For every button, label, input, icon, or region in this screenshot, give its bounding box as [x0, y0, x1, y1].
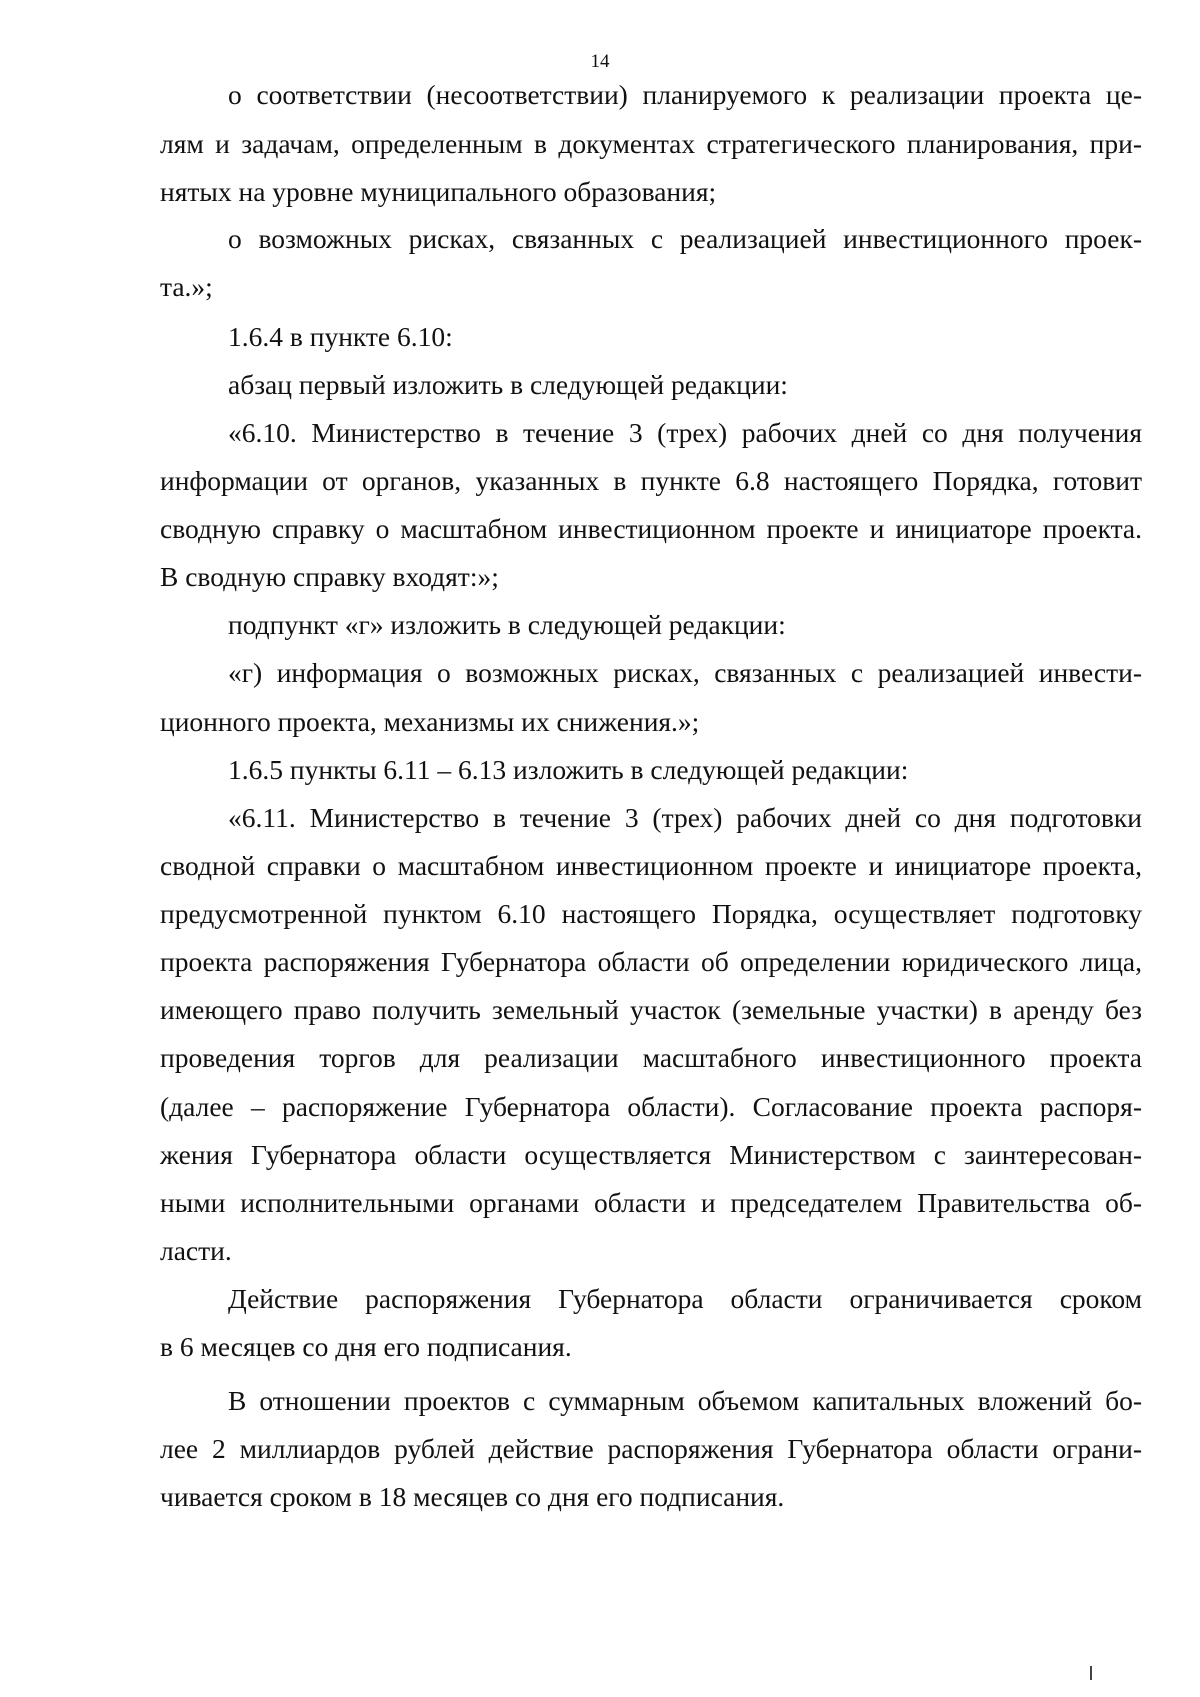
text-line: о соответствии (несоответствии) планируемого к реализации проекта це- — [228, 79, 1142, 110]
text-line: (далее – распоряжение Губернатора области). Согласование проекта распоря- — [160, 1091, 1142, 1122]
text-line: чивается сроком в 18 месяцев со дня его подписания. — [160, 1481, 785, 1512]
text-line: о возможных рисках, связанных с реализацией инвестиционного проек- — [228, 223, 1142, 254]
text-line: В сводную справку входят:»; — [160, 561, 499, 592]
scan-mark — [1090, 1666, 1092, 1680]
text-line: «6.10. Министерство в течение 3 (трех) рабочих дней со дня получения — [228, 417, 1142, 448]
text-line: в 6 месяцев со дня его подписания. — [160, 1331, 572, 1362]
text-line: лям и задачам, определенным в документах стратегического планирования, при- — [160, 128, 1142, 159]
text-line: сводную справку о масштабном инвестиционном проекте и инициаторе проекта. — [160, 513, 1142, 544]
text-line: предусмотренной пунктом 6.10 настоящего Порядка, осуществляет подготовку — [160, 898, 1142, 929]
text-line: лее 2 миллиардов рублей действие распоряжения Губернатора области ограни- — [160, 1433, 1142, 1464]
text-line: ными исполнительными органами области и председателем Правительства об- — [160, 1187, 1142, 1218]
text-line: сводной справки о масштабном инвестиционном проекте и инициаторе проекта, — [160, 850, 1142, 881]
text-line: «6.11. Министерство в течение 3 (трех) рабочих дней со дня подготовки — [228, 802, 1142, 833]
text-line: та.»; — [160, 271, 213, 302]
text-line: 1.6.4 в пункте 6.10: — [228, 321, 453, 352]
text-line: нятых на уровне муниципального образования; — [160, 176, 717, 207]
text-line: Действие распоряжения Губернатора области ограничивается сроком — [228, 1283, 1142, 1314]
text-line: проекта распоряжения Губернатора области об определении юридического лица, — [160, 946, 1142, 977]
text-line: «г) информация о возможных рисках, связанных с реализацией инвести- — [228, 657, 1142, 688]
text-line: подпункт «г» изложить в следующей редакции: — [228, 609, 786, 640]
text-line: абзац первый изложить в следующей редакции: — [228, 369, 788, 400]
text-line: информации от органов, указанных в пункте 6.8 настоящего Порядка, готовит — [160, 465, 1142, 496]
text-line: жения Губернатора области осуществляется Министерством с заинтересован- — [160, 1139, 1142, 1170]
text-line: имеющего право получить земельный участок (земельные участки) в аренду без — [160, 994, 1142, 1025]
text-line: ционного проекта, механизмы их снижения.»; — [160, 706, 700, 737]
page-number: 14 — [590, 51, 610, 72]
text-line: ласти. — [160, 1235, 232, 1266]
text-line: В отношении проектов с суммарным объемом капитальных вложений бо- — [228, 1385, 1142, 1416]
text-line: 1.6.5 пункты 6.11 – 6.13 изложить в следующей редакции: — [228, 754, 909, 785]
text-line: проведения торгов для реализации масштабного инвестиционного проекта — [160, 1042, 1142, 1073]
